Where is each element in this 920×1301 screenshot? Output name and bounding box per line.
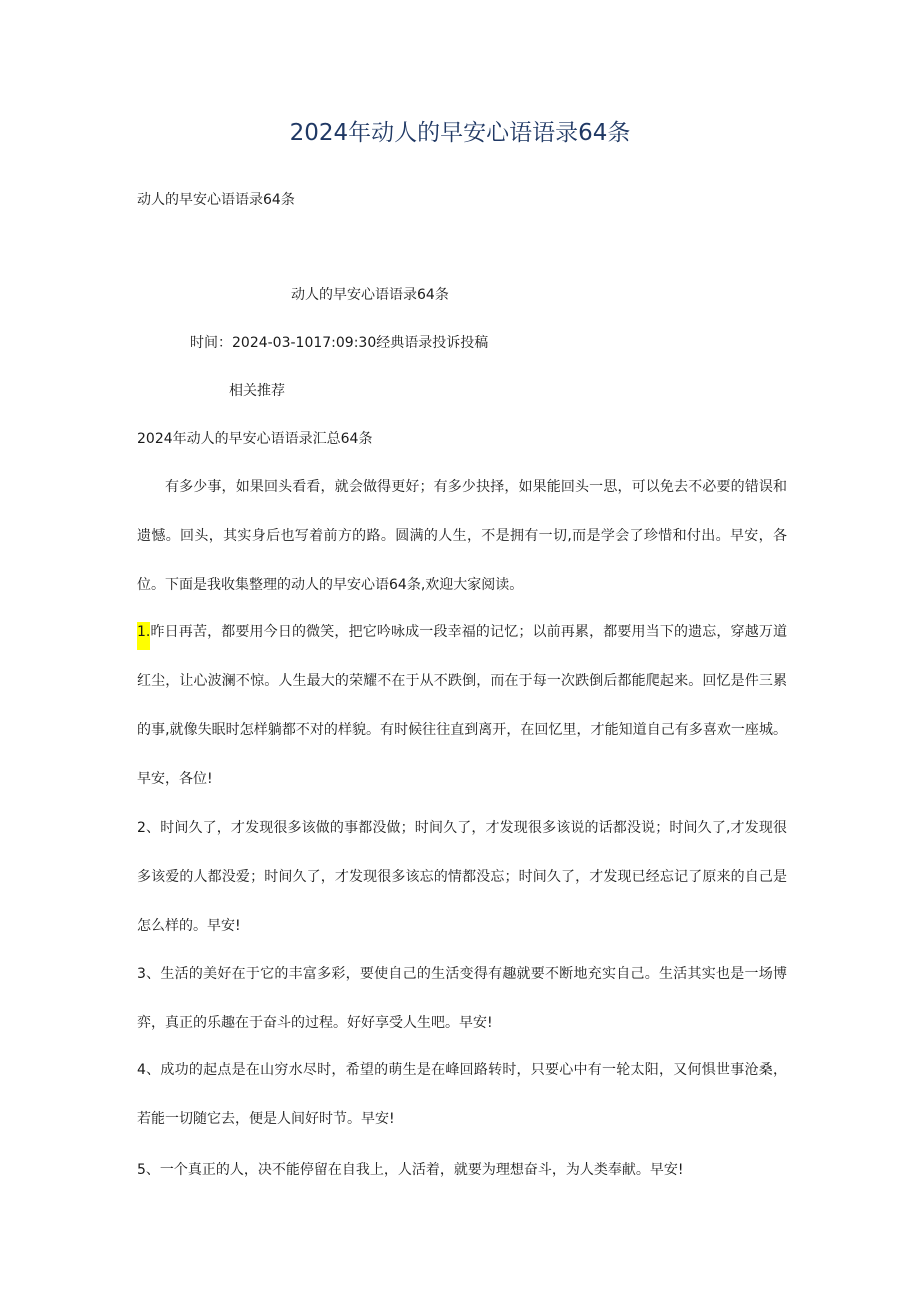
item-number: 4、 [137,1062,161,1078]
list-item [137,608,787,804]
list-item [137,1046,787,1144]
article-title: 动人的早安心语语录64条 [291,287,449,303]
list-item [137,1146,787,1195]
meta-line: 时间：2024-03-1017:09:30经典语录投诉投稿 [190,335,489,351]
document-subtitle: 动人的早安心语语录64条 [137,192,295,208]
item-number: 2、 [137,820,161,836]
related-link[interactable]: 相关推荐 [229,383,285,399]
item-number-highlight: 1. [137,622,150,650]
item-number: 5、 [137,1162,160,1178]
document-title: 2024年动人的早安心语语录64条 [289,120,631,146]
item-text: 一个真正的人，决不能停留在自我上，人活着，就要为理想奋斗，为人类奉献。早安! [159,1162,684,1178]
item-text: 成功的起点是在山穷水尽时，希望的萌生是在峰回路转时，只要心中有一轮太阳，又何惧世事沧桑，若能一切随它去，便是人间好时节。早安! [137,1062,787,1127]
list-item [137,950,787,1048]
intro-paragraph: 有多少事，如果回头看看，就会做得更好；有多少抉择，如果能回头一思，可以免去不必要的错误和遗憾。回头，其实身后也写着前方的路。圆满的人生，不是拥有一切,而是学会了珍惜和付出。早安，各位。下面是我收集整理的动人的早安心语64条,欢迎大家阅读。 [137,479,787,593]
list-item [137,804,787,951]
item-text: 时间久了，才发现很多该做的事都没做；时间久了，才发现很多该说的话都没说；时间久了,才发现很多该爱的人都没爱；时间久了，才发现很多该忘的情都没忘；时间久了，才发现已经忘记了原来的自己是怎么样的。早安! [137,820,787,934]
item-number: 3、 [137,966,161,982]
item-text: 昨日再苦，都要用今日的微笑，把它吟咏成一段幸福的记忆；以前再累，都要用当下的遗忘，穿越万道红尘，让心波澜不惊。人生最大的荣耀不在于从不跌倒，而在于每一次跌倒后都能爬起来。回忆是件三累的事,就像失眠时怎样躺都不对的样貌。有时候往往直到离开，在回忆里，才能知道自己有多喜欢一座城。早安，各位! [137,624,787,787]
summary-heading: 2024年动人的早安心语语录汇总64条 [137,431,373,447]
item-text: 生活的美好在于它的丰富多彩，要使自己的生活变得有趣就要不断地充实自己。生活其实也是一场博弈，真正的乐趣在于奋斗的过程。好好享受人生吧。早安! [137,966,787,1031]
